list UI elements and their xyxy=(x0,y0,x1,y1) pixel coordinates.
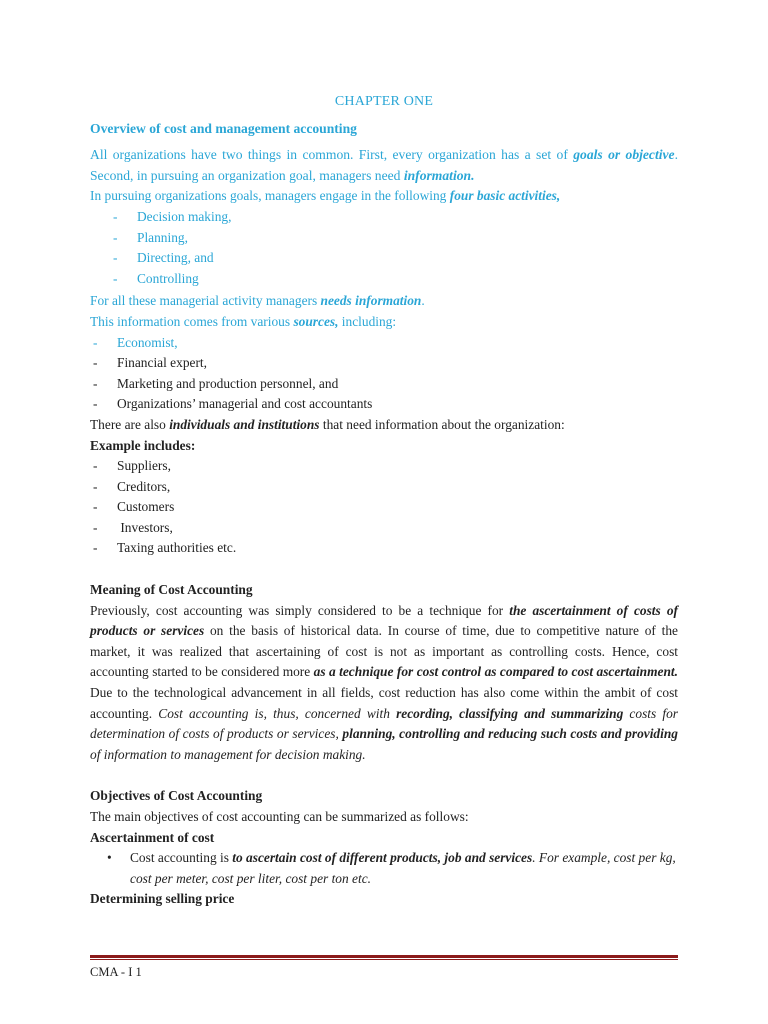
objectives-heading: Objectives of Cost Accounting xyxy=(90,788,263,804)
ascertainment-heading: Ascertainment of cost xyxy=(90,829,215,845)
also-line: There are also individuals and institutions that need information about the organization: xyxy=(90,416,565,432)
intro-text-2: . Second, in pursuing an organization goal, managers need xyxy=(90,147,678,183)
selling-price-heading: Determining selling price xyxy=(90,891,235,907)
list-item: - Suppliers, xyxy=(93,458,171,474)
also-emph: individuals and institutions xyxy=(169,416,320,432)
list-item: • Cost accounting is to ascertain cost of different products, job and services. For example, cost per kg, cost per meter, cost per liter, cost per ton etc. xyxy=(107,850,676,886)
footer-rule-thin xyxy=(90,959,678,960)
intro-emph-goals: goals or objective xyxy=(573,147,675,163)
meaning-paragraph: Previously, cost accounting was simply considered to be a technique for the ascertainment of costs of products or services on the basis of historical data. In course of time, due to competitive nature of the market, it was realized that ascertaining of cost is not as important as controlling costs. Hence, cost accounting started to be considered more as a technique for cost control as compared to cost ascertainment. Due to the technological advancement in all fields, cost reduction has also come within the ambit of cost accounting. Cost accounting is, thus, concerned with recording, classifying and summarizing costs for determination of costs of products or services, planning, controlling and reducing such costs and providing of information to management for decision making. xyxy=(90,602,678,762)
list-item: - Organizations’ managerial and cost accountants xyxy=(93,396,373,412)
list-item: - Customers xyxy=(93,499,175,515)
list-item: - Economist, xyxy=(93,334,178,350)
activities-list xyxy=(90,207,678,289)
activities-intro-text: In pursuing organizations goals, managers engage in the following xyxy=(90,188,450,204)
intro-emph-information: information. xyxy=(403,167,475,183)
footer-rule xyxy=(90,955,678,958)
list-item: - Financial expert, xyxy=(93,355,207,371)
ascertainment-list xyxy=(90,848,678,889)
list-item: - Directing, and xyxy=(113,250,214,266)
list-item: - Decision making, xyxy=(113,208,232,224)
sources-emph: sources, xyxy=(293,313,339,329)
list-item: - Controlling xyxy=(113,270,199,286)
activities-intro xyxy=(90,186,678,207)
activities-intro-emph: four basic activities, xyxy=(449,188,561,204)
chapter-title: CHAPTER ONE xyxy=(334,94,434,109)
list-item: - Planning, xyxy=(113,229,188,245)
need-info-emph: needs information xyxy=(320,293,422,309)
list-item: - Taxing authorities etc. xyxy=(93,540,237,556)
list-item: - Marketing and production personnel, and xyxy=(93,375,339,391)
document-page xyxy=(90,92,678,910)
objectives-intro: The main objectives of cost accounting can be summarized as follows: xyxy=(90,809,469,824)
list-item: - Creditors, xyxy=(93,478,171,494)
intro-text-1: All organizations have two things in common. First, every organization has a set of xyxy=(90,147,574,163)
examples-list xyxy=(90,456,678,559)
meaning-heading: Meaning of Cost Accounting xyxy=(90,582,253,598)
list-item: - Investors, xyxy=(93,519,173,535)
sources-line: This information comes from various sources, including: xyxy=(90,313,397,329)
need-info-line: For all these managerial activity managers needs information. xyxy=(90,293,425,309)
sources-list xyxy=(90,333,678,415)
intro-paragraph xyxy=(90,145,678,186)
page-footer: CMA - I 1 xyxy=(90,965,142,979)
example-heading: Example includes: xyxy=(90,437,196,453)
overview-heading: Overview of cost and management accounting xyxy=(90,120,357,136)
